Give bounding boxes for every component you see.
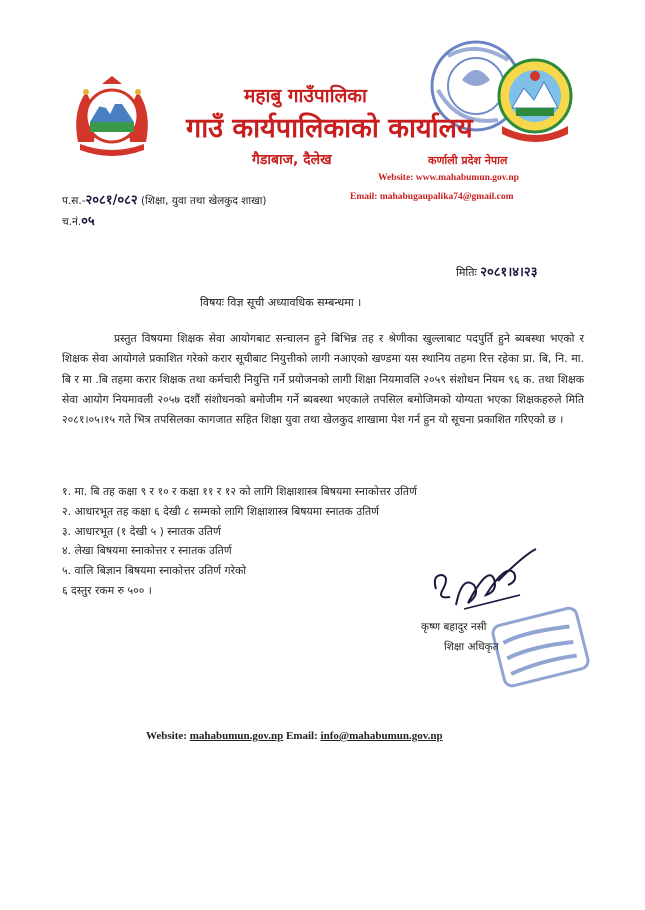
office-name: गाउँ कार्यपालिकाको कार्यालय	[186, 113, 473, 144]
province-name: कर्णाली प्रदेश नेपाल	[428, 154, 508, 167]
header-website-label: Website:	[378, 173, 414, 183]
letter-reference	[62, 190, 267, 208]
reference-section: (शिक्षा, युवा तथा खेलकुद शाखा)	[140, 195, 267, 207]
header-website-link[interactable]: www.mahabumun.gov.np	[415, 173, 519, 183]
list-item: ३. आधारभूत (१ देखी ५ ) स्नातक उतिर्ण	[62, 524, 221, 538]
list-item: १. मा. बि तह कक्षा ९ र १० र कक्षा ११ र १२ को लागि शिक्षाशास्त्र बिषयमा स्नाकोत्तर उतिर्ण	[62, 485, 417, 498]
municipality-name: महाबु गाउँपालिका	[244, 85, 367, 107]
chalani-number: ०५	[81, 214, 95, 229]
office-address: गैडाबाज, दैलेख	[252, 152, 332, 168]
letter-body: प्रस्तुत विषयमा शिक्षक सेवा आयोगबाट सन्चालन हुने बिभिन्न तह र श्रेणीका खुल्लाबाट पदपुर्ति हुने ब्यबस्था भएको र शिक्षक सेवा आयोगले प्रकाशित गरेको करार सूचीबाट नियुत्तीको लागी नआएको खण्डमा यस स्थानिय तहमा रित्त रहेका प्रा. बि, नि. मा. बि र मा .बि तहमा करार शिक्षक तथा कर्मचारी नियुत्ति गर्ने प्रयोजनको लागी शिक्षा नियमावलि २०५९ संशोधन नियम ९६ क. तथा शिक्षक सेवा आयोग नियमावली २०५७ दशौं संशोधनको बमोजीम गर्ने ब्यबस्था भएकाले तपसिल बमोजिमको योग्यता भएका शिक्षकहरुले मिति २०८१।०५।१५ गते भित्र तपसिलका कागजात सहित शिक्षा युवा तथा खेलकुद शाखामा पेश गर्न हुन यो सूचना प्रकाशित गरिएको छ ।	[62, 331, 584, 427]
footer-website-link[interactable]: mahabumun.gov.np	[189, 730, 284, 742]
letter-subject: विषयः विज्ञ सूची अध्यावधिक सम्बन्धमा ।	[200, 296, 362, 309]
header-email-label: Email:	[350, 192, 378, 202]
list-item: ४. लेखा बिषयमा स्नाकोत्तर र स्नातक उतिर्ण	[62, 544, 232, 558]
header-email	[350, 192, 514, 202]
footer-website-label: Website:	[146, 730, 187, 742]
date-value: २०८१।४।२३	[480, 265, 538, 280]
chalani-prefix: च.नं.	[62, 216, 82, 228]
date-label: मितिः	[456, 266, 477, 279]
letter-date	[456, 262, 537, 280]
requirements-list	[62, 482, 417, 601]
signatory-title: शिक्षा अधिकृत	[444, 641, 499, 653]
footer-email-label: Email:	[286, 730, 318, 742]
header-website	[378, 173, 519, 183]
reference-prefix: प.स.-	[62, 195, 86, 207]
header-email-link[interactable]: mahabugaupalika74@gmail.com	[379, 192, 514, 202]
reference-number: २०८१/०८२	[85, 193, 138, 208]
dispatch-number	[62, 211, 95, 229]
footer-email-link[interactable]: info@mahabumun.gov.np	[320, 730, 443, 742]
list-item: ६ दस्तुर रकम रु ५०० ।	[62, 583, 152, 597]
nepal-emblem-icon	[68, 72, 156, 156]
footer-contact	[146, 730, 443, 742]
list-item: ५. वालि बिज्ञान बिषयमा स्नाकोत्तर उतिर्ण गरेको	[62, 564, 247, 578]
list-item: २. आधारभूत तह कक्षा ६ देखी ८ सम्मको लागि शिक्षाशास्त्र बिषयमा स्नातक उतिर्ण	[62, 504, 379, 518]
officer-stamp-icon	[488, 598, 594, 700]
municipality-logo-icon	[494, 52, 576, 144]
signatory-name: कृष्ण बहादुर नसी	[421, 621, 487, 633]
